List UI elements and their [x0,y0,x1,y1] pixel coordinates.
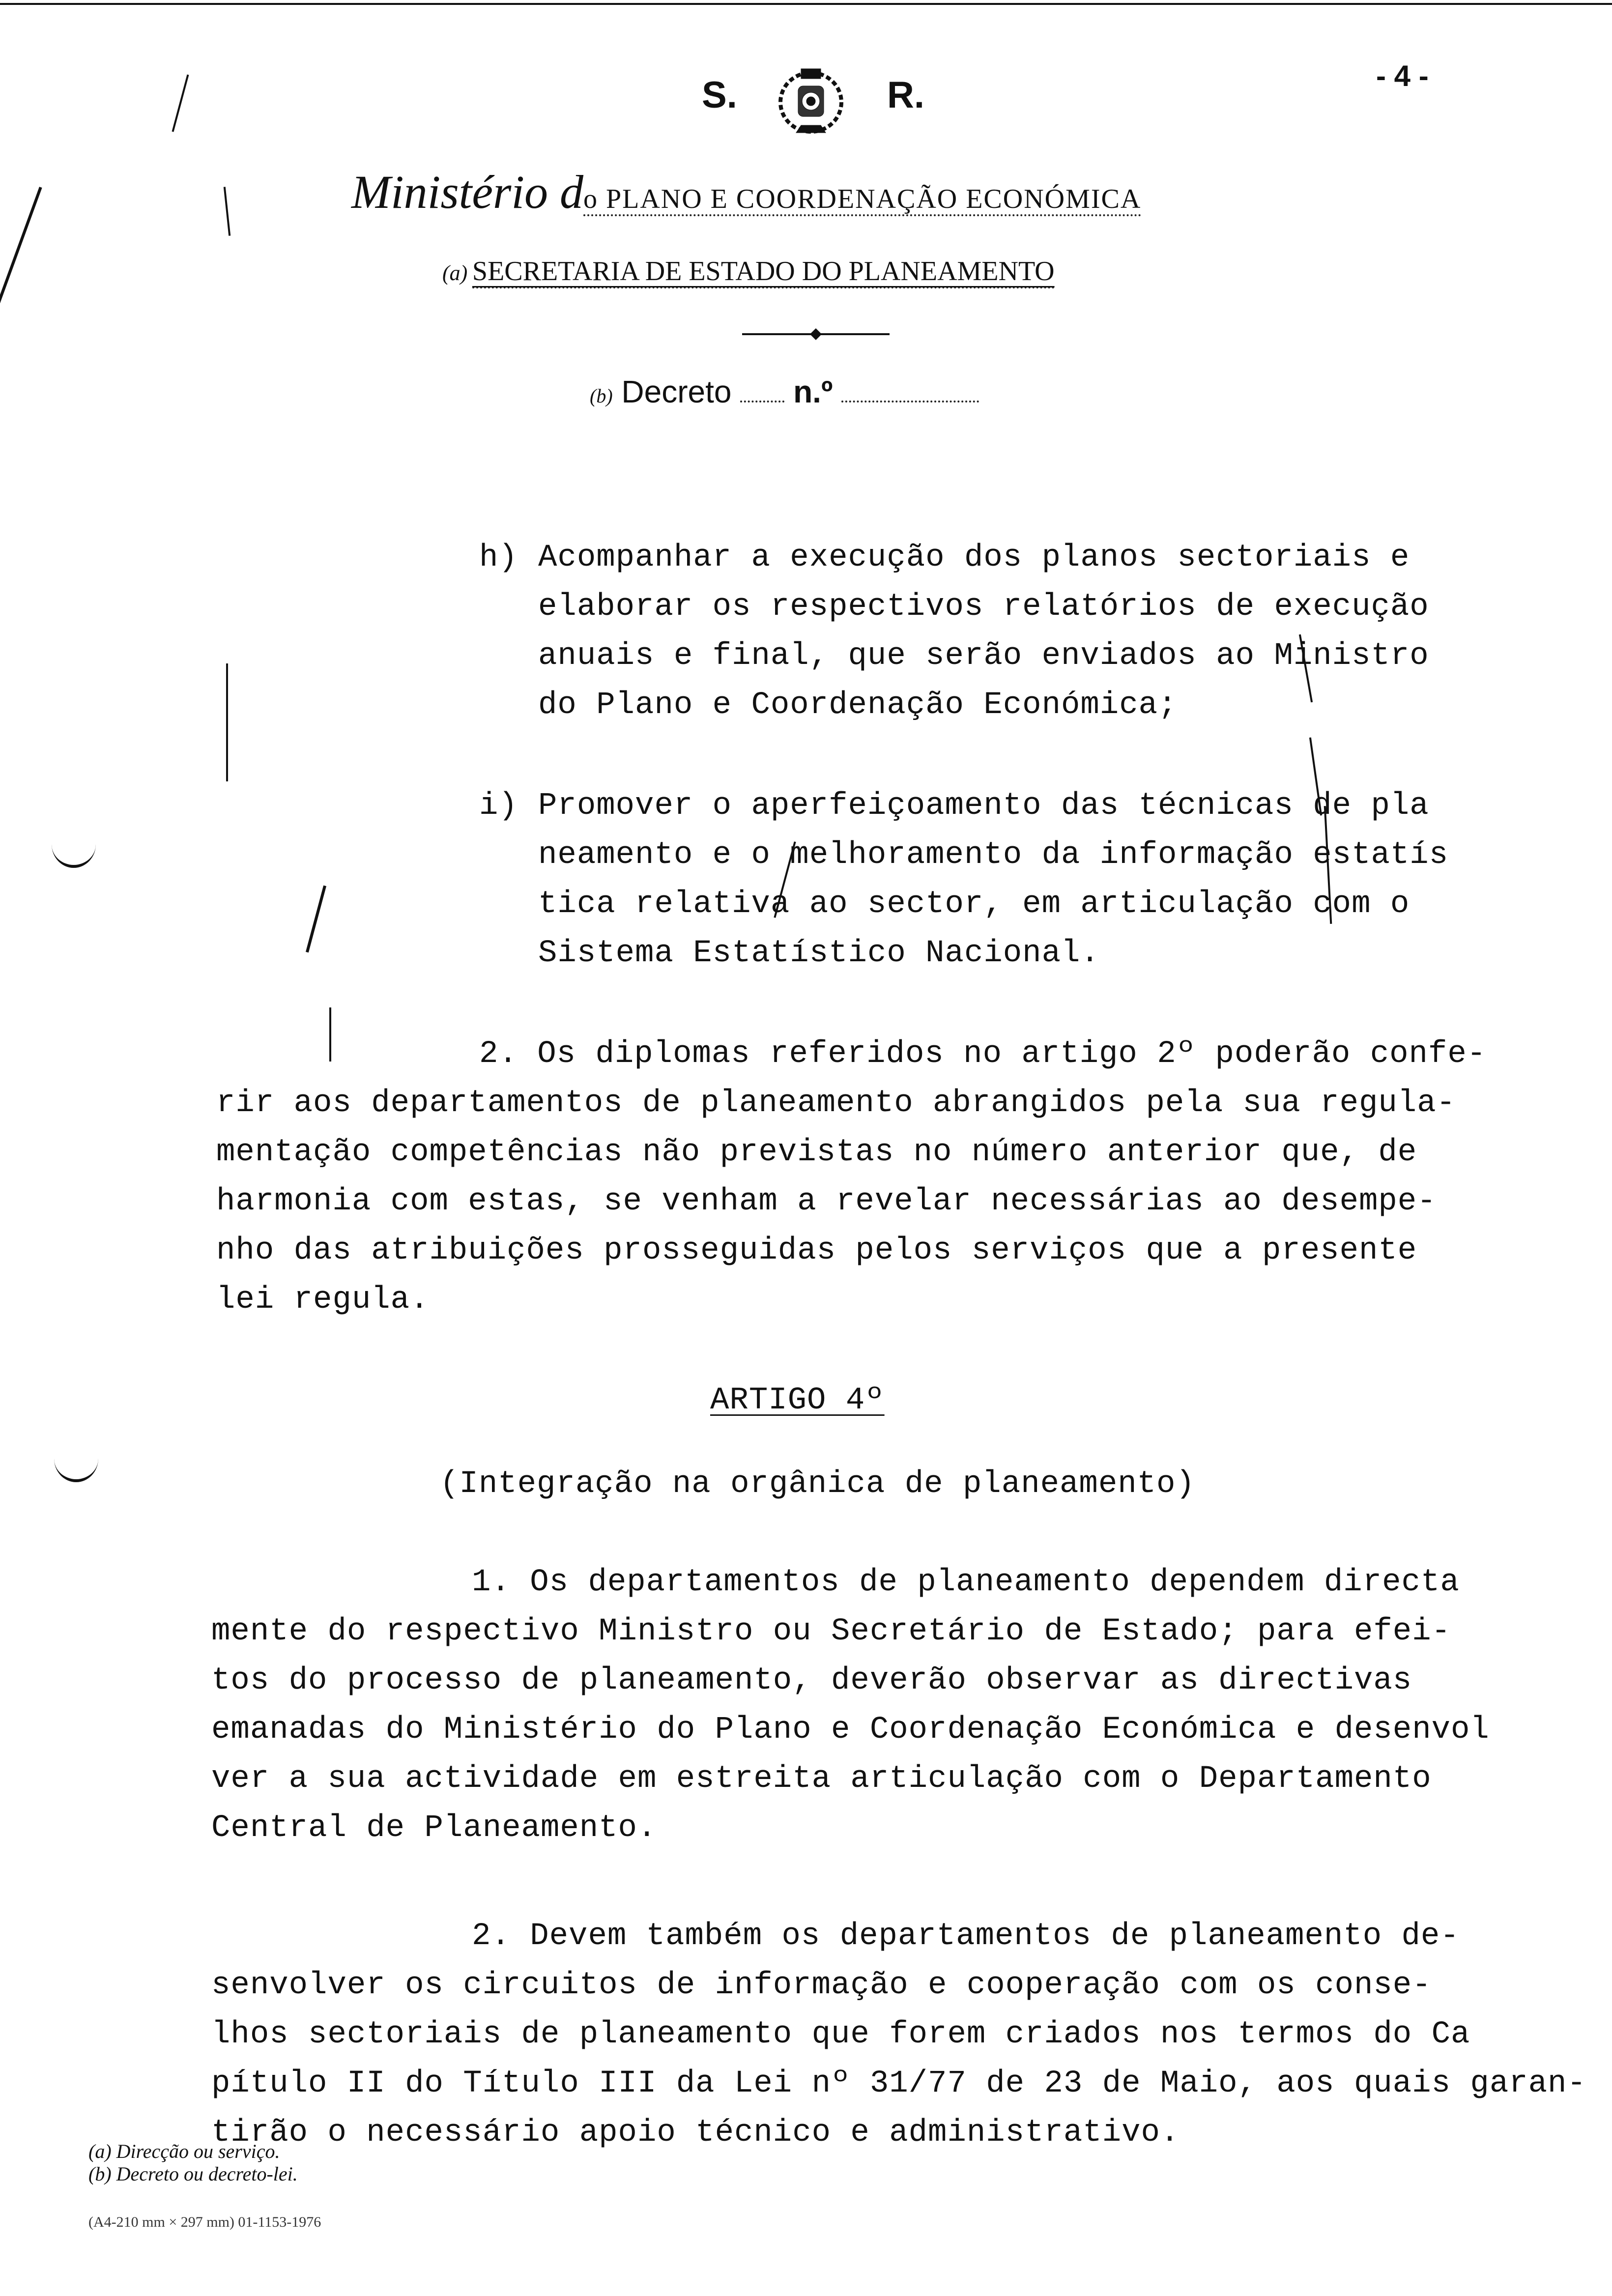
paragraph-line: Central de Planeamento. [211,1810,657,1846]
paragraph-line: mente do respectivo Ministro ou Secretário de Estado; para efei- [211,1614,1451,1649]
paragraph-2 [216,1030,1486,1324]
article-subtitle: (Integração na orgânica de planeamento) [440,1466,1195,1502]
paragraph-line: tirão o necessário apoio técnico e administrativo. [211,2115,1180,2151]
article-paragraph-2 [211,1912,1586,2157]
decree-number-blank [841,401,979,402]
item-marker: i) [479,788,518,824]
decree-number-label: n.º [793,374,833,409]
secretariat-note-marker: (a) [442,261,468,285]
paragraph-line: nho das atribuições prosseguidas pelos serviços que a presente [216,1233,1417,1268]
coat-of-arms-emblem-icon [767,59,855,143]
paragraph-line: mentação competências não previstas no número anterior que, de [216,1135,1417,1170]
ornament-divider-icon [742,328,890,340]
paragraph-line: emanadas do Ministério do Plano e Coordenação Económica e desenvol [211,1712,1490,1748]
item-line: Acompanhar a execução dos planos sectoriais e [538,540,1410,575]
paragraph-line: pítulo II do Título III da Lei nº 31/77 de 23 de Maio, aos quais garan- [211,2066,1586,2101]
ministry-title-script: Ministério d [351,166,583,218]
paragraph-line: tos do processo de planeamento, deverão observar as directivas [211,1663,1412,1698]
ministry-title [351,165,1141,219]
paragraph-line: rir aos departamentos de planeamento abrangidos pela sua regula- [216,1086,1456,1121]
paragraph-line: senvolver os circuitos de informação e cooperação com os conse- [211,1968,1432,2003]
item-line: elaborar os respectivos relatórios de execução [538,589,1429,625]
footnote: (a) Direcção ou serviço. [88,2140,280,2162]
margin-stroke [306,886,326,953]
item-text [538,781,1448,978]
item-marker: h) [479,540,518,575]
article-paragraph-1 [211,1558,1490,1853]
item-line: anuais e final, que serão enviados ao Ministro [538,638,1429,674]
paragraph-line: 2. Os diplomas referidos no artigo 2º poderão confe- [479,1036,1487,1072]
paragraph-line: harmonia com estas, se venham a revelar necessárias ao desempe- [216,1184,1437,1219]
secretariat-name: SECRETARIA DE ESTADO DO PLANEAMENTO [472,256,1055,288]
item-line: neamento e o melhoramento da informação estatís [538,837,1449,873]
emblem-left-letter: S. [702,74,737,116]
item-line: Promover o aperfeiçoamento das técnicas de pla [538,788,1429,824]
margin-stroke [226,663,228,781]
margin-curve [52,821,96,868]
paragraph-line: ver a sua actividade em estreita articulação com o Departamento [211,1761,1432,1797]
top-border-line [0,3,1612,5]
margin-stroke [172,75,189,132]
paragraph-line: 2. Devem também os departamentos de planeamento de- [472,1919,1460,1954]
footnotes [88,2140,298,2185]
page-number: - 4 - [1376,59,1429,92]
secretariat-line [442,256,1055,287]
margin-curve [54,1435,98,1482]
footnote: (b) Decreto ou decreto-lei. [88,2163,298,2185]
item-line: do Plano e Coordenação Económica; [538,688,1178,723]
item-text [538,533,1429,730]
decree-note-marker: (b) [590,385,613,407]
decree-label: Decreto [621,374,732,409]
paragraph-line: 1. Os departamentos de planeamento dependem directa [472,1565,1460,1600]
emblem-right-letter: R. [887,74,924,116]
margin-stroke [224,187,230,236]
article-heading: ARTIGO 4º [710,1383,885,1418]
paragraph-line: lhos sectoriais de planeamento que forem criados nos termos do Ca [211,2017,1470,2052]
decree-line [590,373,979,410]
paragraph-line: lei regula. [216,1282,430,1318]
margin-stroke [0,187,42,428]
ministry-title-filled: o PLANO E COORDENAÇÃO ECONÓMICA [583,184,1141,216]
decree-type-blank [740,401,784,402]
item-line: tica relativa ao sector, em articulação com o [538,887,1410,922]
form-code: (A4-210 mm × 297 mm) 01-1153-1976 [88,2214,321,2230]
item-line: Sistema Estatístico Nacional. [538,936,1100,971]
